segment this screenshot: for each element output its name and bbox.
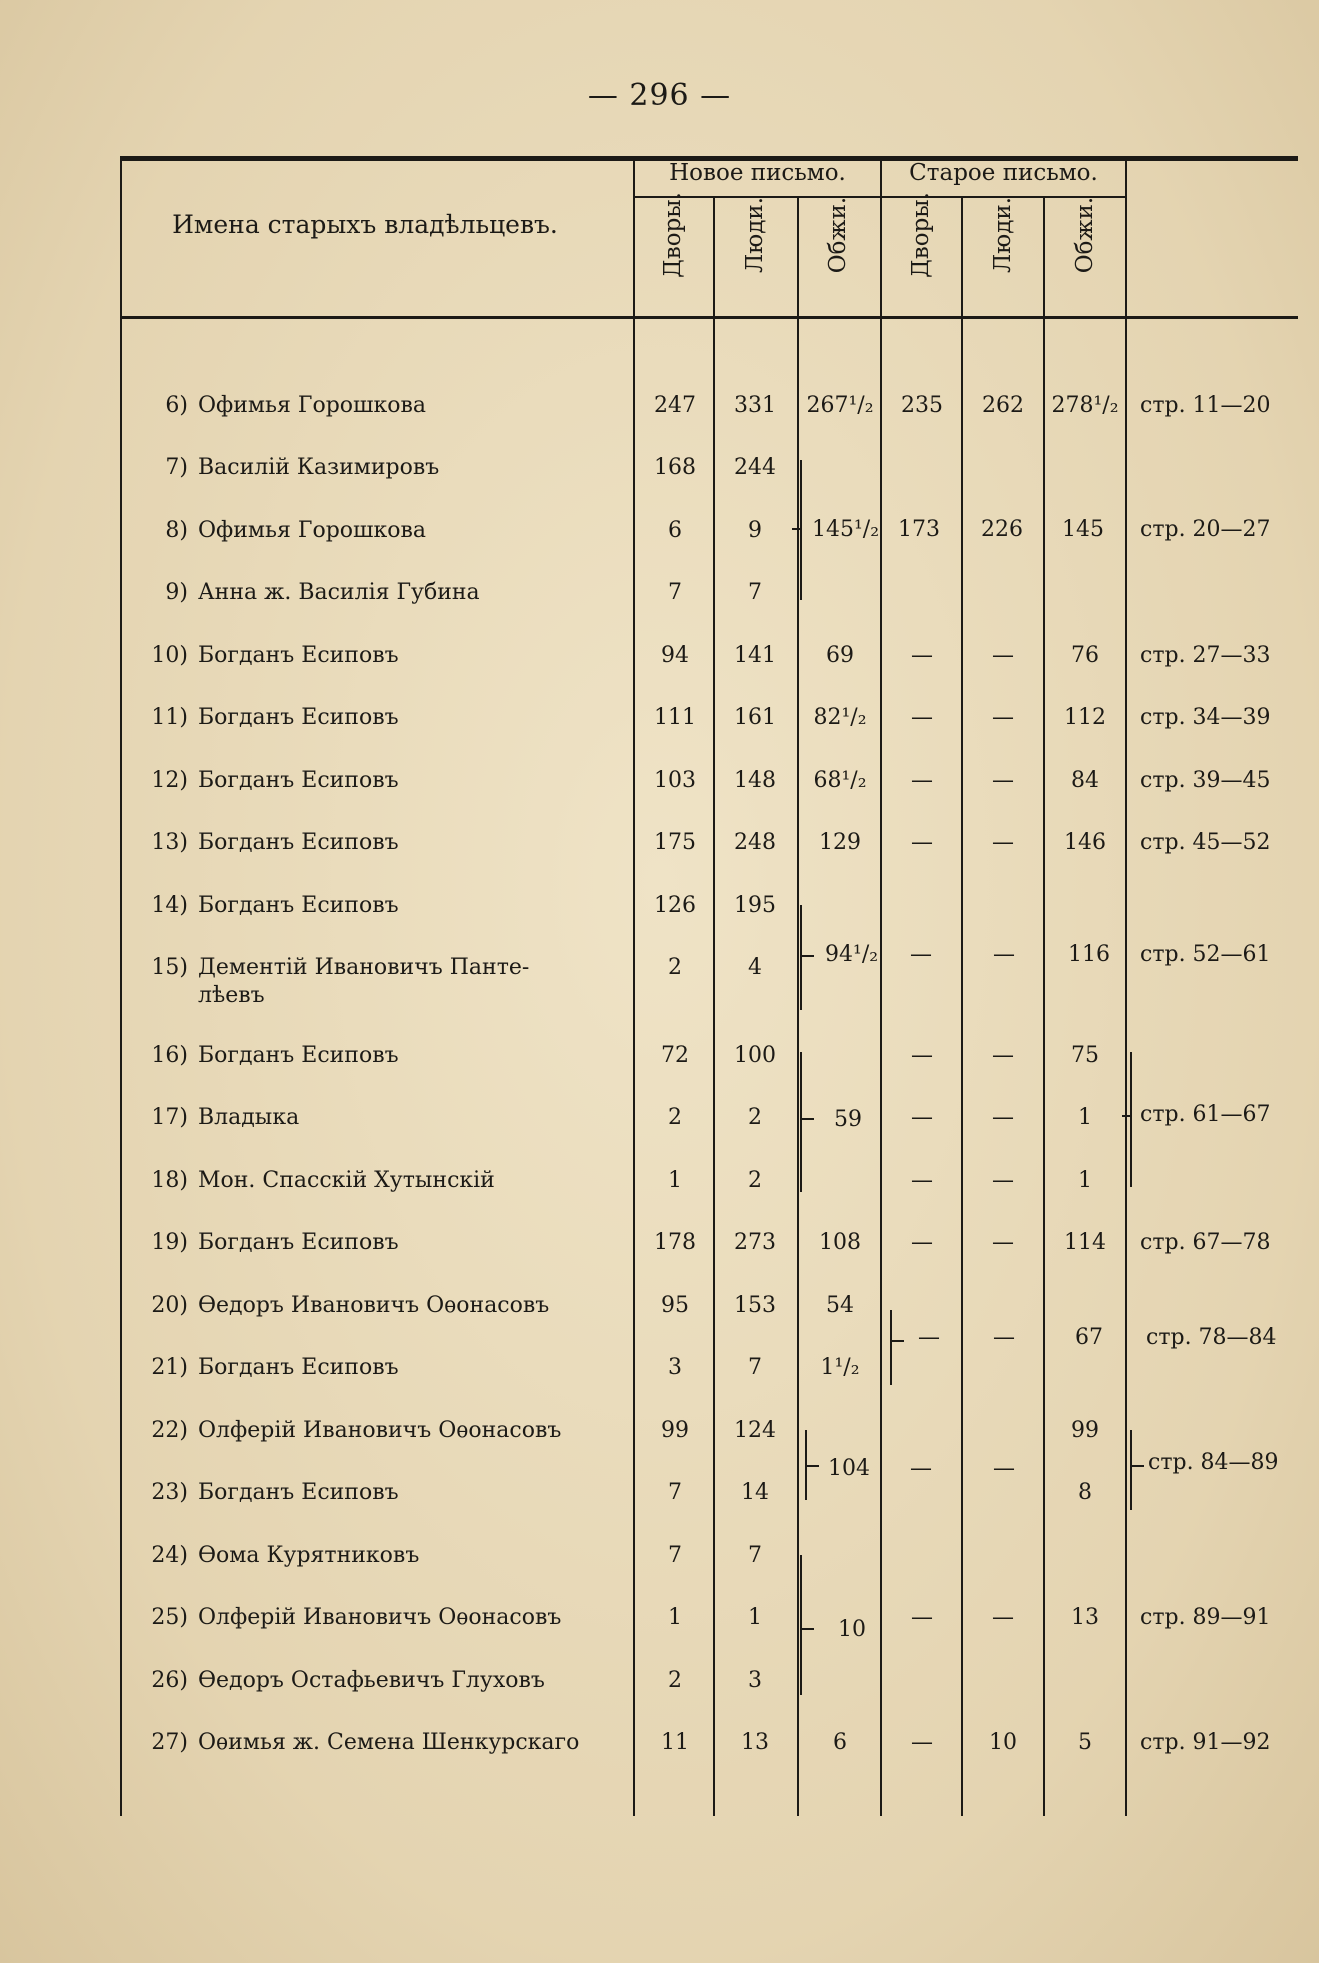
old-lyudi-value: — [992, 1605, 1014, 1630]
old-lyudi-value: — [992, 705, 1014, 730]
row-number: 21) [151, 1355, 188, 1380]
owner-name: Василiй Казимировъ [198, 455, 440, 480]
old-obzhi-header: Обжи. [1072, 196, 1098, 274]
old-obzhi-value: 13 [1071, 1605, 1099, 1630]
merged-old-dvory-20-21: — [918, 1325, 940, 1350]
row-number: 19) [151, 1230, 188, 1255]
old-lyudi-value: — [992, 1105, 1014, 1130]
merged-pages-22-23: стр. 84—89 [1148, 1450, 1279, 1475]
group-divider-rule [633, 196, 1125, 198]
header-bottom-rule [120, 316, 1298, 319]
new-obzhi-value: 129 [819, 830, 861, 855]
names-column-header: Имена старыхъ владѣльцевъ. [172, 210, 558, 239]
old-obzhi-value: 1 [1078, 1105, 1092, 1130]
new-lyudi-value: 3 [748, 1668, 762, 1693]
old-lyudi-value: 10 [989, 1730, 1017, 1755]
old-dvory-value: — [911, 768, 933, 793]
old-obzhi-value: 278¹/₂ [1051, 393, 1119, 418]
new-dvory-value: 6 [668, 518, 682, 543]
old-lyudi-value: — [992, 1168, 1014, 1193]
new-dvory-value: 95 [661, 1293, 689, 1318]
row-number: 18) [151, 1168, 188, 1193]
old-lyudi-value: 262 [982, 393, 1024, 418]
old-dvory-value: — [911, 643, 933, 668]
old-lyudi-value: — [992, 1043, 1014, 1068]
merged-old-obzhi-14-15: 116 [1068, 942, 1110, 967]
merged-old-lyudi-14-15: — [993, 942, 1015, 967]
page-number: — 296 — [587, 78, 732, 113]
old-lyudi-header: Люди. [990, 196, 1016, 274]
row-number: 10) [151, 643, 188, 668]
new-dvory-value: 1 [668, 1605, 682, 1630]
old-dvory-value: — [911, 1105, 933, 1130]
merged-old-dvory-7-9: 173 [898, 517, 940, 542]
old-obzhi-value: 76 [1071, 643, 1099, 668]
new-obzhi-value: 68¹/₂ [813, 768, 867, 793]
new-dvory-value: 3 [668, 1355, 682, 1380]
table-row [0, 393, 1319, 433]
new-lyudi-value: 148 [734, 768, 776, 793]
row-number: 8) [165, 518, 188, 543]
pages-value: стр. 39—45 [1140, 768, 1271, 793]
row-number: 27) [151, 1730, 188, 1755]
owner-name: Богданъ Есиповъ [198, 768, 399, 793]
owner-name: Анна ж. Василiя Губина [198, 580, 480, 605]
pages-value: стр. 89—91 [1140, 1605, 1271, 1630]
row-number: 22) [151, 1418, 188, 1443]
merged-pages-14-15: стр. 52—61 [1140, 942, 1271, 967]
new-dvory-value: 178 [654, 1230, 696, 1255]
merged-pages-16-18: стр. 61—67 [1140, 1102, 1271, 1127]
row-number: 6) [165, 393, 188, 418]
new-dvory-value: 2 [668, 1105, 682, 1130]
new-lyudi-value: 248 [734, 830, 776, 855]
owner-name: Владыка [198, 1105, 300, 1130]
table-row [0, 955, 1319, 1008]
merged-new-obzhi-7-9: 145¹/₂ [812, 517, 880, 542]
table-row [0, 1105, 1319, 1145]
new-dvory-value: 7 [668, 580, 682, 605]
old-letter-group-header: Старое письмо. [909, 160, 1098, 186]
new-lyudi-value: 13 [741, 1730, 769, 1755]
new-dvory-value: 99 [661, 1418, 689, 1443]
merged-old-lyudi-7-9: 226 [981, 517, 1023, 542]
old-lyudi-value: — [992, 830, 1014, 855]
table-row [0, 1543, 1319, 1583]
owner-name-continued: лѣевъ [198, 983, 265, 1008]
new-lyudi-value: 7 [748, 1543, 762, 1568]
old-obzhi-value: 75 [1071, 1043, 1099, 1068]
old-dvory-header: Дворы. [908, 192, 934, 278]
owner-name: Ѳедоръ Ивановичъ Оѳонасовъ [198, 1293, 550, 1318]
table-row [0, 768, 1319, 808]
old-obzhi-value: 5 [1078, 1730, 1092, 1755]
new-dvory-value: 175 [654, 830, 696, 855]
old-obzhi-value: 84 [1071, 768, 1099, 793]
new-lyudi-value: 2 [748, 1168, 762, 1193]
owner-name: Богданъ Есиповъ [198, 1480, 399, 1505]
merged-pages-20-21: стр. 78—84 [1146, 1325, 1277, 1350]
new-lyudi-value: 161 [734, 705, 776, 730]
new-lyudi-value: 2 [748, 1105, 762, 1130]
owner-name: Ѳедоръ Остафьевичъ Глуховъ [198, 1668, 545, 1693]
merged-old-dvory-22-23: — [910, 1456, 932, 1481]
row-number: 16) [151, 1043, 188, 1068]
table-row [0, 1418, 1319, 1458]
new-lyudi-value: 153 [734, 1293, 776, 1318]
old-obzhi-value: 146 [1064, 830, 1106, 855]
table-row [0, 830, 1319, 870]
new-dvory-value: 11 [661, 1730, 689, 1755]
new-lyudi-value: 4 [748, 955, 762, 980]
merged-new-obzhi-24-26: 10 [838, 1617, 866, 1642]
row-number: 23) [151, 1480, 188, 1505]
new-dvory-value: 1 [668, 1168, 682, 1193]
table-row [0, 1293, 1319, 1333]
new-lyudi-header: Люди. [742, 196, 768, 274]
table-row [0, 1480, 1319, 1520]
owner-name: Богданъ Есиповъ [198, 643, 399, 668]
table-row [0, 580, 1319, 620]
new-dvory-value: 7 [668, 1543, 682, 1568]
table-row [0, 1668, 1319, 1708]
merged-old-lyudi-20-21: — [993, 1325, 1015, 1350]
merged-pages-7-9: стр. 20—27 [1140, 517, 1271, 542]
pages-value: стр. 67—78 [1140, 1230, 1271, 1255]
table-row [0, 518, 1319, 558]
new-dvory-value: 126 [654, 893, 696, 918]
new-obzhi-value: 6 [833, 1730, 847, 1755]
new-lyudi-value: 9 [748, 518, 762, 543]
old-obzhi-value: 99 [1071, 1418, 1099, 1443]
owner-name: Дементiй Ивановичъ Панте- [198, 955, 530, 980]
row-number: 20) [151, 1293, 188, 1318]
row-number: 7) [165, 455, 188, 480]
old-dvory-value: — [911, 1730, 933, 1755]
new-obzhi-value: 1¹/₂ [820, 1355, 860, 1380]
table-row [0, 1230, 1319, 1270]
table-row [0, 1168, 1319, 1208]
new-obzhi-value: 108 [819, 1230, 861, 1255]
old-dvory-value: — [911, 1230, 933, 1255]
new-lyudi-value: 124 [734, 1418, 776, 1443]
old-obzhi-value: 1 [1078, 1168, 1092, 1193]
new-lyudi-value: 14 [741, 1480, 769, 1505]
new-dvory-value: 247 [654, 393, 696, 418]
merged-old-obzhi-20-21: 67 [1075, 1325, 1103, 1350]
old-dvory-value: 235 [901, 393, 943, 418]
new-lyudi-value: 244 [734, 455, 776, 480]
owner-name: Оѳимья ж. Семена Шенкурскаго [198, 1730, 580, 1755]
table-row [0, 455, 1319, 495]
table-row [0, 643, 1319, 683]
merged-new-obzhi-16-18: 59 [834, 1107, 862, 1132]
new-dvory-value: 168 [654, 455, 696, 480]
merged-old-lyudi-22-23: — [993, 1456, 1015, 1481]
row-number: 17) [151, 1105, 188, 1130]
table-row [0, 1730, 1319, 1770]
table-row [0, 705, 1319, 745]
new-obzhi-value: 82¹/₂ [813, 705, 867, 730]
owner-name: Олферiй Ивановичъ Оѳонасовъ [198, 1605, 562, 1630]
new-obzhi-value: 267¹/₂ [806, 393, 874, 418]
new-dvory-value: 2 [668, 1668, 682, 1693]
new-dvory-value: 103 [654, 768, 696, 793]
owner-name: Богданъ Есиповъ [198, 1043, 399, 1068]
owner-name: Богданъ Есиповъ [198, 705, 399, 730]
table-row [0, 893, 1319, 933]
row-number: 9) [165, 580, 188, 605]
new-lyudi-value: 195 [734, 893, 776, 918]
owner-name: Богданъ Есиповъ [198, 893, 399, 918]
owner-name: Офимья Горошкова [198, 393, 426, 418]
new-dvory-value: 7 [668, 1480, 682, 1505]
table-row [0, 1355, 1319, 1395]
merged-old-dvory-14-15: — [910, 942, 932, 967]
row-number: 13) [151, 830, 188, 855]
table-row [0, 1605, 1319, 1645]
pages-value: стр. 11—20 [1140, 393, 1271, 418]
new-obzhi-value: 54 [826, 1293, 854, 1318]
merged-new-obzhi-14-15: 94¹/₂ [825, 942, 879, 967]
row-number: 24) [151, 1543, 188, 1568]
row-number: 12) [151, 768, 188, 793]
new-dvory-value: 94 [661, 643, 689, 668]
new-lyudi-value: 7 [748, 580, 762, 605]
table-row [0, 1043, 1319, 1083]
owner-name: Богданъ Есиповъ [198, 1230, 399, 1255]
old-lyudi-value: — [992, 643, 1014, 668]
old-lyudi-value: — [992, 768, 1014, 793]
old-obzhi-value: 112 [1064, 705, 1106, 730]
new-lyudi-value: 273 [734, 1230, 776, 1255]
new-obzhi-value: 69 [826, 643, 854, 668]
owner-name: Богданъ Есиповъ [198, 1355, 399, 1380]
pages-value: стр. 45—52 [1140, 830, 1271, 855]
new-letter-group-header: Новое письмо. [669, 160, 846, 186]
new-dvory-value: 2 [668, 955, 682, 980]
new-dvory-header: Дворы. [660, 192, 686, 278]
new-lyudi-value: 331 [734, 393, 776, 418]
row-number: 26) [151, 1668, 188, 1693]
new-lyudi-value: 100 [734, 1043, 776, 1068]
pages-value: стр. 91—92 [1140, 1730, 1271, 1755]
new-lyudi-value: 7 [748, 1355, 762, 1380]
old-lyudi-value: — [992, 1230, 1014, 1255]
row-number: 15) [151, 955, 188, 980]
new-lyudi-value: 1 [748, 1605, 762, 1630]
old-obzhi-value: 8 [1078, 1480, 1092, 1505]
old-dvory-value: — [911, 1043, 933, 1068]
merged-old-obzhi-7-9: 145 [1062, 517, 1104, 542]
old-dvory-value: — [911, 1168, 933, 1193]
owner-name: Богданъ Есиповъ [198, 830, 399, 855]
new-dvory-value: 111 [654, 705, 696, 730]
row-number: 14) [151, 893, 188, 918]
old-dvory-value: — [911, 830, 933, 855]
merged-new-obzhi-22-23: 104 [828, 1456, 870, 1481]
pages-value: стр. 34—39 [1140, 705, 1271, 730]
old-obzhi-value: 114 [1064, 1230, 1106, 1255]
pages-value: стр. 27—33 [1140, 643, 1271, 668]
owner-name: Офимья Горошкова [198, 518, 426, 543]
owner-name: Олферiй Ивановичъ Оѳонасовъ [198, 1418, 562, 1443]
old-dvory-value: — [911, 1605, 933, 1630]
new-dvory-value: 72 [661, 1043, 689, 1068]
owner-name: Ѳома Курятниковъ [198, 1543, 420, 1568]
row-number: 11) [151, 705, 188, 730]
old-dvory-value: — [911, 705, 933, 730]
row-number: 25) [151, 1605, 188, 1630]
new-obzhi-header: Обжи. [825, 196, 851, 274]
owner-name: Мон. Спасскiй Хутынскiй [198, 1168, 495, 1193]
new-lyudi-value: 141 [734, 643, 776, 668]
